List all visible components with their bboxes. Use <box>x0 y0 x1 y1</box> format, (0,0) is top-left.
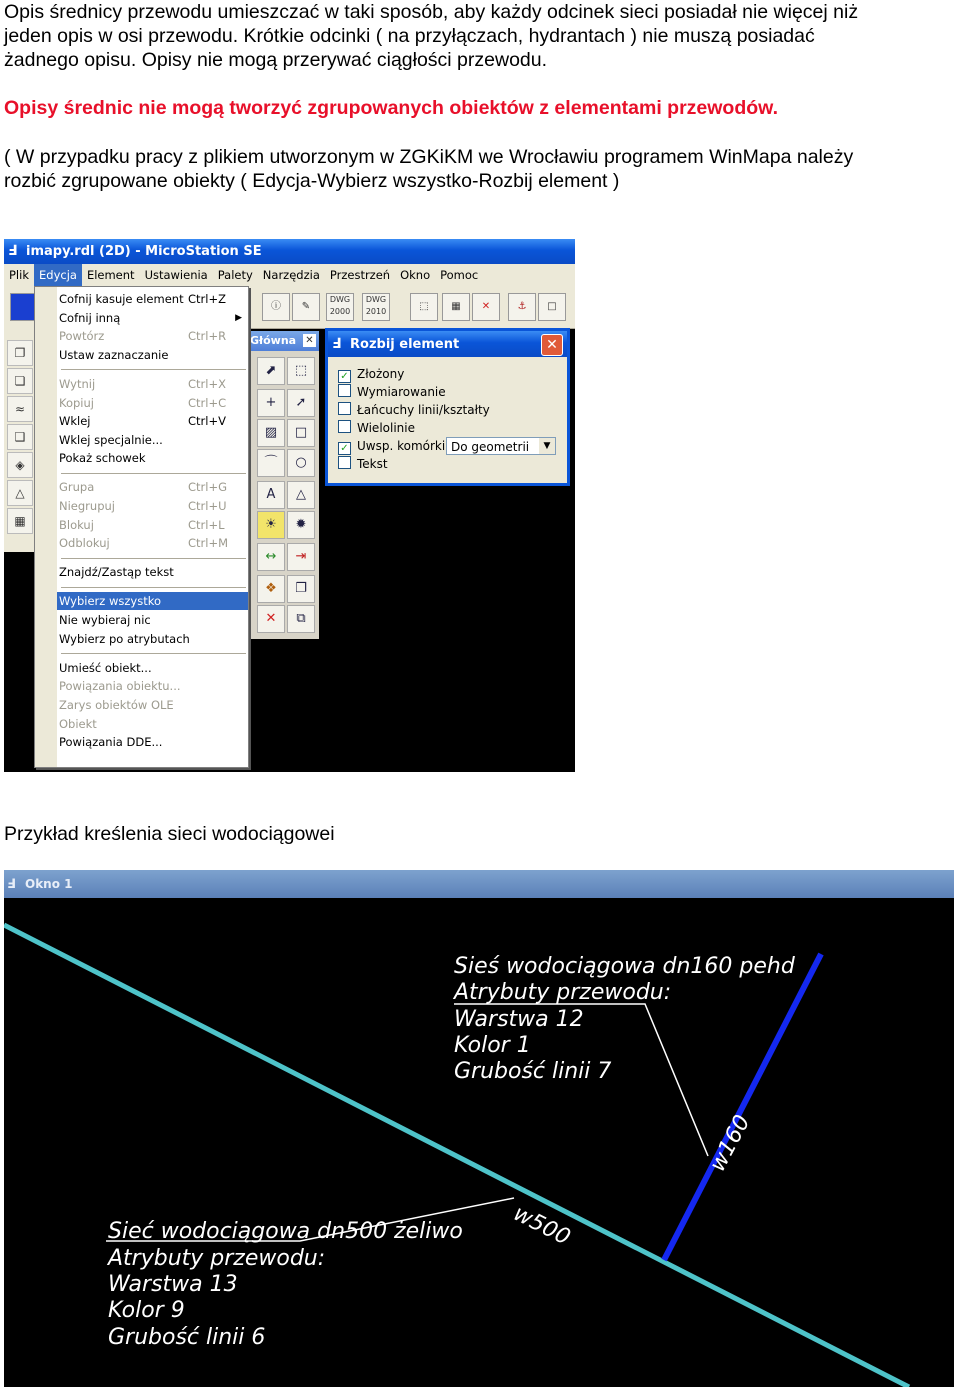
paragraph-1-line-1: Opis średnicy przewodu umieszczać w taki sposób, aby każdy odcinek sieci posiadał nie więcej niż <box>4 1 859 23</box>
okno-1-screenshot <box>4 870 954 1387</box>
option-wymiarowanie[interactable] <box>338 383 446 401</box>
pointer-icon[interactable]: ⬈ <box>257 357 285 385</box>
chevron-down-icon[interactable]: ▼ <box>539 438 555 454</box>
menu-item-label: Znajdź/Zastąp tekst <box>59 565 174 580</box>
menu-item[interactable] <box>57 563 248 581</box>
menu-item-shortcut: Ctrl+L <box>188 517 225 532</box>
place-line-icon[interactable]: ➚ <box>287 389 315 417</box>
upper-label-line-5: Grubość linii 7 <box>454 1059 612 1084</box>
rozbij-logo-icon: Ⅎ <box>332 336 342 352</box>
checkbox-icon[interactable] <box>338 420 351 433</box>
okno-titlebar <box>4 870 954 898</box>
checkbox-checked-icon[interactable]: ✓ <box>338 370 351 383</box>
lower-label-line-1: Sieć wodociągowa dn500 żeliwo <box>108 1219 463 1244</box>
menu-item-label: Obiekt <box>59 716 97 731</box>
menu-palety[interactable]: Palety <box>217 268 253 282</box>
menu-separator <box>61 473 246 474</box>
menu-item[interactable] <box>57 497 248 515</box>
menu-item[interactable] <box>57 516 248 534</box>
glowna-title: Główna <box>247 331 319 351</box>
menu-item[interactable] <box>57 346 248 364</box>
dwg-2000-label: DWG 2000 <box>329 295 351 316</box>
grid-tool-icon[interactable]: ▦ <box>7 508 33 534</box>
delete-element-icon[interactable]: ✕ <box>257 605 285 633</box>
dimension-tool-icon[interactable]: △ <box>7 480 33 506</box>
menu-separator <box>61 587 246 588</box>
glowna-close-icon[interactable]: ✕ <box>303 334 316 347</box>
menu-item-shortcut: Ctrl+R <box>188 329 227 344</box>
option-label: Wielolinie <box>357 421 415 435</box>
menu-item-shortcut: Ctrl+X <box>188 376 226 391</box>
menu-item-label: Wytnij <box>59 376 96 391</box>
upper-label-line-3: Warstwa 12 <box>454 1007 584 1032</box>
circle-icon[interactable]: ○ <box>287 449 315 477</box>
option-uwsp-komorki[interactable] <box>338 437 445 455</box>
checkbox-icon[interactable] <box>338 402 351 415</box>
paragraph-warning: Opisy średnic nie mogą tworzyć zgrupowanych obiektów z elementami przewodów. <box>4 97 779 119</box>
left-toolbox <box>4 328 34 552</box>
menu-item-label: Odblokuj <box>59 536 110 551</box>
snap-icon[interactable]: ✹ <box>287 511 315 539</box>
hatch-icon[interactable]: ▨ <box>257 419 285 447</box>
menu-narzedzia[interactable]: Narzędzia <box>262 268 320 282</box>
menu-item[interactable] <box>57 290 248 308</box>
menu-item-label: Wklej <box>59 414 91 429</box>
menu-item[interactable] <box>57 327 248 345</box>
menu-item-label: Wybierz po atrybutach <box>59 631 190 646</box>
caption: Przykład kreślenia sieci wodociągowei <box>4 823 335 845</box>
menu-separator <box>61 369 246 370</box>
menu-item[interactable] <box>57 592 248 610</box>
option-label: Łańcuchy linii/kształty <box>357 403 490 417</box>
drop-element-icon[interactable]: ⧉ <box>287 605 315 633</box>
menu-item-label: Powiązania obiektu... <box>59 679 181 694</box>
window-icon[interactable]: □ <box>538 293 566 321</box>
menu-item-shortcut: Ctrl+M <box>188 536 229 551</box>
rozbij-dialog <box>325 328 570 486</box>
menu-item-shortcut: Ctrl+Z <box>188 292 226 306</box>
option-tekst[interactable] <box>338 455 388 473</box>
microstation-screenshot <box>4 239 575 772</box>
menu-item[interactable] <box>57 677 248 695</box>
copy-tool-icon[interactable]: ❐ <box>7 340 33 366</box>
menu-edycja[interactable]: Edycja <box>34 264 82 286</box>
upper-label-line-4: Kolor 1 <box>454 1033 531 1058</box>
menu-separator <box>61 558 246 559</box>
menu-okno[interactable]: Okno <box>400 268 431 282</box>
microstation-titlebar <box>4 239 575 264</box>
microstation-title: imapy.rdl (2D) - MicroStation SE <box>26 244 262 259</box>
menu-item[interactable] <box>57 375 248 393</box>
paint-icon[interactable]: ⚓ <box>508 293 536 321</box>
komorki-select-value: Do geometrii <box>451 440 530 454</box>
place-point-icon[interactable]: + <box>257 389 285 417</box>
edycja-dropdown-menu <box>34 286 249 768</box>
komorki-select[interactable] <box>446 437 556 455</box>
menu-item-label: Zarys obiektów OLE <box>59 697 174 712</box>
menu-item[interactable] <box>57 534 248 552</box>
menu-item[interactable] <box>57 696 248 714</box>
paragraph-3-line-1: ( W przypadku pracy z plikiem utworzonym w ZGKiKM we Wrocławiu programem WinMapa należy <box>4 146 854 168</box>
menu-item-label: Ustaw zaznaczanie <box>59 347 169 362</box>
option-lancuchy[interactable] <box>338 401 490 419</box>
lower-label-line-4: Kolor 9 <box>108 1298 185 1323</box>
move-tool-icon[interactable]: ❏ <box>7 368 33 394</box>
select-box-icon[interactable]: ⬚ <box>410 293 438 321</box>
lower-label-line-5: Grubość linii 6 <box>108 1325 266 1350</box>
menu-przestrzen[interactable]: Przestrzeń <box>329 268 391 282</box>
menu-item[interactable] <box>57 715 248 733</box>
select-area-icon[interactable]: ⬚ <box>287 357 315 385</box>
menu-pomoc[interactable]: Pomoc <box>440 268 479 282</box>
checkbox-checked-icon[interactable]: ✓ <box>338 442 351 455</box>
okno-logo-icon: Ⅎ <box>7 877 16 892</box>
menu-item[interactable] <box>57 630 248 648</box>
menu-item-label: Pokaż schowek <box>59 451 146 466</box>
dwg-2010-button[interactable] <box>362 293 390 321</box>
menu-element[interactable]: Element <box>86 268 135 282</box>
menu-item-label: Kopiuj <box>59 395 94 410</box>
curve-tool-icon[interactable]: ≈ <box>7 396 33 422</box>
option-label: Wymiarowanie <box>357 385 446 399</box>
menu-item[interactable] <box>57 449 248 467</box>
okno-title: Okno 1 <box>25 877 73 891</box>
option-label: Złożony <box>357 367 405 381</box>
menu-item[interactable] <box>57 412 248 430</box>
dwg-2010-label: DWG 2010 <box>365 295 387 316</box>
menu-item[interactable] <box>57 394 248 412</box>
checkbox-icon[interactable] <box>338 384 351 397</box>
rozbij-close-icon[interactable]: ✕ <box>541 334 563 356</box>
menu-item-shortcut: Ctrl+G <box>188 480 228 495</box>
menu-ustawienia[interactable]: Ustawienia <box>144 268 208 282</box>
menu-item-label: Nie wybieraj nic <box>59 613 151 627</box>
delete-fence-icon[interactable]: ✕ <box>472 293 500 321</box>
upper-label-line-2: Atrybuty przewodu: <box>454 980 672 1005</box>
info-icon[interactable]: ⓘ <box>262 293 290 321</box>
paragraph-1-line-3: żadnego opisu. Opisy nie mogą przerywać ciągłości przewodu. <box>4 49 548 71</box>
fence-icon[interactable]: ▦ <box>442 293 470 321</box>
menu-plik[interactable]: Plik <box>9 268 29 282</box>
copy-element-icon[interactable]: ❐ <box>287 575 315 603</box>
menu-item-label: Wklej specjalnie... <box>59 432 163 447</box>
pipe-main-label: w500 <box>509 1201 575 1251</box>
option-label: Tekst <box>357 457 388 471</box>
palette-icon[interactable]: ❖ <box>257 575 285 603</box>
arc-icon[interactable]: ⌒ <box>257 449 285 477</box>
lower-label-line-2: Atrybuty przewodu: <box>108 1246 326 1271</box>
menu-item-label: Niegrupuj <box>59 499 115 513</box>
menu-item[interactable] <box>57 309 248 327</box>
menu-item[interactable] <box>57 478 248 496</box>
measure-distance-icon[interactable]: ⇥ <box>287 543 315 571</box>
option-zlozony[interactable] <box>338 365 404 383</box>
menu-item-label: Blokuj <box>59 517 94 532</box>
microstation-menubar <box>4 264 575 286</box>
text-tool-icon[interactable]: A <box>257 481 285 509</box>
lightbulb-icon[interactable]: ☀ <box>257 511 285 539</box>
menu-item-shortcut: Ctrl+U <box>188 499 227 513</box>
menu-item[interactable] <box>57 431 248 449</box>
menu-icon-strip <box>35 287 57 767</box>
menu-item[interactable] <box>57 611 248 629</box>
glowna-palette <box>247 331 319 639</box>
menu-item-label: Cofnij kasuje element <box>59 292 184 306</box>
cell-icon[interactable]: △ <box>287 481 315 509</box>
rectangle-icon[interactable]: □ <box>287 419 315 447</box>
menu-item-label: Powtórz <box>59 329 105 344</box>
checkbox-icon[interactable] <box>338 456 351 469</box>
menu-item-label: Umieść obiekt... <box>59 660 152 675</box>
menu-item-label: Wybierz wszystko <box>59 594 161 609</box>
menu-item-label: Grupa <box>59 480 95 495</box>
pipe-branch-label: w160 <box>705 1111 756 1176</box>
rozbij-titlebar <box>328 331 567 357</box>
menu-item-label: Powiązania DDE... <box>59 735 163 750</box>
menu-item-shortcut: Ctrl+C <box>188 395 227 410</box>
fill-tool-icon[interactable]: ◈ <box>7 452 33 478</box>
microstation-logo-icon: Ⅎ <box>8 243 18 259</box>
paragraph-3-line-2: rozbić zgrupowane obiekty ( Edycja-Wybierz wszystko-Rozbij element ) <box>4 170 620 192</box>
cad-drawing <box>4 898 954 1387</box>
dwg-2000-button[interactable] <box>326 293 354 321</box>
paragraph-1-line-2: jeden opis w osi przewodu. Krótkie odcinki ( na przyłączach, hydrantach ) nie muszą posiadać <box>4 25 815 47</box>
menu-separator <box>61 653 246 654</box>
array-tool-icon[interactable]: ❑ <box>7 424 33 450</box>
rozbij-title: Rozbij element <box>350 337 460 352</box>
upper-label-line-1: Sieś wodociągowa dn160 pehd <box>454 954 795 979</box>
option-wielolinie[interactable] <box>338 419 415 437</box>
option-label: Uwsp. komórki <box>357 439 446 453</box>
measure-icon[interactable]: ✎ <box>292 293 320 321</box>
lower-label-line-3: Warstwa 13 <box>108 1272 238 1297</box>
menu-item[interactable] <box>57 659 248 677</box>
arrows-icon[interactable]: ↔ <box>257 543 285 571</box>
menu-item[interactable] <box>57 733 248 751</box>
submenu-arrow-icon: ▶ <box>235 312 242 323</box>
menu-item-shortcut: Ctrl+V <box>188 414 226 429</box>
menu-item-label: Cofnij inną <box>59 310 121 325</box>
